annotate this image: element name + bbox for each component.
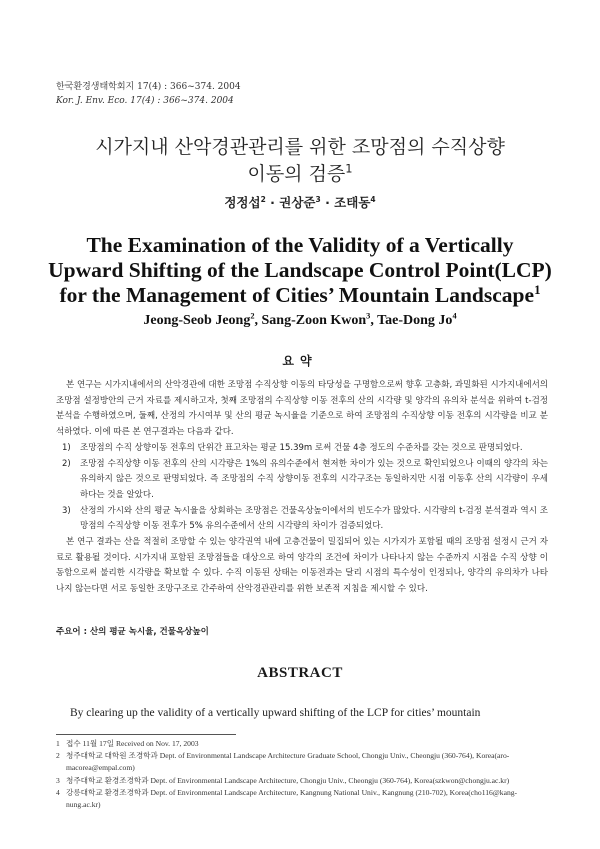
english-authors: Jeong-Seob Jeong$^2$, Sang-Zoon Kwon$^3$, Tae-Dong Jo$^4$ (143, 311, 457, 328)
korean-title-line1: 시가지내 산악경관관리를 위한 조망점의 수직상향 (95, 136, 505, 158)
journal-header (56, 80, 241, 108)
english-title-line1: The Examination of the Validity of a Vertically (86, 233, 514, 257)
summary-conclusion: 본 연구 결과는 산을 적절히 조망할 수 있는 양각권역 내에 고층건물이 밀집되어 있는 시가지가 포함될 때의 조망점 설정시 근거 자료로 활용될 것이다. 시가지내 포함된 조망점들을 대상으로 하여 양각의 조건에 차이가 나타나지 않는 수준까지 시점을 수직 상향 이동함으로써 불리한 시각량을 확보할 수 있다. 수직 이동된 상태는 이동전과는 달리 시점의 특수성이 인정되나, 양각의 유의차가 나타나지 않는다면 서로 동일한 조망구조로 간주하여 산악경관관리를 위한 보존적 지침을 제시할 수 있다. (56, 537, 548, 595)
english-title-line2: Upward Shifting of the Landscape Control Point(LCP) (48, 258, 552, 282)
keywords-label: 주요어 : (56, 627, 87, 637)
footnote: 4 강릉대학교 환경조경학과 Dept. of Environmental Landscape Architecture, Kangnung National Univ., Kangnung (210-702), Korea(cho116@kang-nung.ac.kr) (56, 787, 518, 810)
footnote: 1 접수 11월 17일 Received on Nov. 17, 2003 (56, 739, 199, 748)
abstract-first-line: By clearing up the validity of a vertically upward shifting of the LCP for cities’ mountain (70, 707, 481, 719)
author-ko: 권상준 (279, 195, 316, 210)
korean-abstract (56, 378, 548, 598)
korean-authors: 정정섭$^2$ · 권상준$^3$ · 조태동$^4$ (224, 194, 376, 210)
keywords-text: 산의 평균 녹시율, 건물옥상높이 (89, 627, 209, 637)
keywords (56, 625, 209, 637)
summary-item: 2) 조망점 수직상향 이동 전후의 산의 시각량은 1%의 유의수준에서 현저한 차이가 있는 것으로 확인되었으나 이때의 양각의 차는 유의하지 않은 것으로 판명되었다. 즉 조망점의 수직 상향이동 전후의 시각구조는 동일하지만 시점 이동후 산의 시각량이 우세하다는 것을 알았다. (62, 458, 548, 500)
english-title (0, 233, 600, 308)
summary-heading: 요약 (282, 354, 318, 368)
korean-title-line2: 이동의 검증$^1$ (247, 161, 353, 185)
footnote: 3 청주대학교 환경조경학과 Dept. of Environmental Landscape Architecture, Chongju Univ., Cheongju (360-764), Korea(szkwon@chongju.ac.kr) (56, 775, 510, 785)
summary-item: 3) 산정의 가시와 산의 평균 녹시율을 상회하는 조망점은 건물옥상높이에서의 빈도수가 많았다. 시각량의 t-검정 분석결과 역시 조망점의 수직상향 이동 전후가 5% 유의수준에서 산의 시각량의 차이가 검증되었다. (62, 505, 548, 532)
footnote-divider (56, 734, 236, 735)
korean-title (0, 134, 600, 188)
footnotes (56, 738, 550, 811)
footnote: 2 청주대학교 대학원 조경학과 Dept. of Environmental Landscape Architecture Graduate School, Chongju Univ., Cheongju (360-764), Korea(aro-macorea@empal.com) (56, 751, 510, 773)
journal-citation-ko: 한국환경생태학회지 17(4) : 366~374. 2004 (56, 82, 241, 92)
author-ko: 정정섭 (224, 195, 261, 210)
summary-intro: 본 연구는 시가지내에서의 산악경관에 대한 조망점 수직상향 이동의 타당성을 구명함으로써 향후 고층화, 과밀화된 시가지내에서의 조망점 설정방안의 근거 자료를 제시하고자, 첫째 조망점의 수직상향 이동 전후의 산의 시각량 및 양각의 유의차 분석을 위하여 t-검정 분석을 수행하였으며, 둘째, 산정의 가시여부 및 산의 평균 녹시율을 기준으로 하여 조망점의 수직상향 이동 전후의 시각량을 비교 분석하였다. 이에 따른 본 연구결과는 다음과 같다. (56, 380, 548, 438)
author-en: Jeong-Seob Jeong (143, 313, 251, 328)
summary-item: 1) 조망점의 수직 상향이동 전후의 단위간 표고차는 평균 15.39m 로써 건물 4층 정도의 수준차를 갖는 것으로 판명되었다. (62, 442, 523, 453)
abstract-heading: ABSTRACT (257, 665, 343, 681)
journal-citation-en: Kor. J. Env. Eco. 17(4) : 366~374. 2004 (56, 96, 234, 106)
author-en: Sang-Zoon Kwon (261, 313, 367, 328)
english-title-line3: for the Management of Cities’ Mountain Landscape$^1$ (59, 282, 541, 307)
author-en: Tae-Dong Jo (377, 313, 453, 328)
author-ko: 조태동 (334, 195, 371, 210)
